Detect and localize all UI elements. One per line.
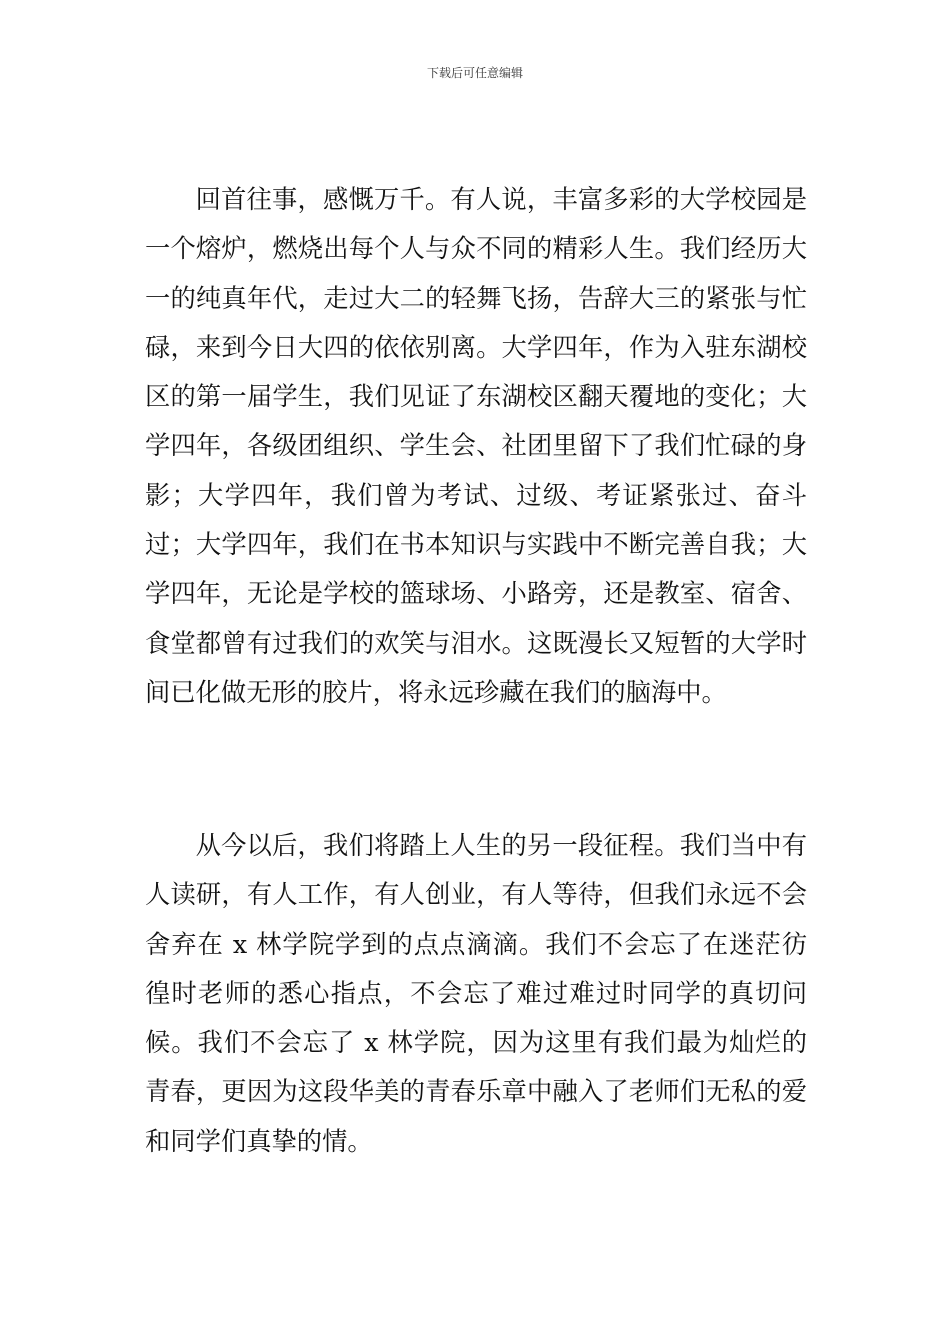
paragraph-2: 从今以后，我们将踏上人生的另一段征程。我们当中有人读研，有人工作，有人创业，有人等待，但我们永远不会舍弃在 x 林学院学到的点点滴滴。我们不会忘了在迷茫彷徨时老师的悉心指点，不会忘了难过难过时同学的真切问候。我们不会忘了 x 林学院，因为这里有我们最为灿烂的青春，更因为这段华美的青春乐章中融入了老师们无私的爱和同学们真挚的情。 xyxy=(145,831,807,1156)
paragraph-1: 回首往事，感慨万千。有人说，丰富多彩的大学校园是一个熔炉，燃烧出每个人与众不同的精彩人生。我们经历大一的纯真年代，走过大二的轻舞飞扬，告辞大三的紧张与忙碌，来到今日大四的依依别离。大学四年，作为入驻东湖校区的第一届学生，我们见证了东湖校区翻天覆地的变化；大学四年，各级团组织、学生会、社团里留下了我们忙碌的身影；大学四年，我们曾为考试、过级、考证紧张过、奋斗过；大学四年，我们在书本知识与实践中不断完善自我；大学四年，无论是学校的篮球场、小路旁，还是教室、宿舍、食堂都曾有过我们的欢笑与泪水。这既漫长又短暂的大学时间已化做无形的胶片，将永远珍藏在我们的脑海中。 xyxy=(145,185,807,707)
page-header-note: 下载后可任意编辑 xyxy=(426,66,523,80)
